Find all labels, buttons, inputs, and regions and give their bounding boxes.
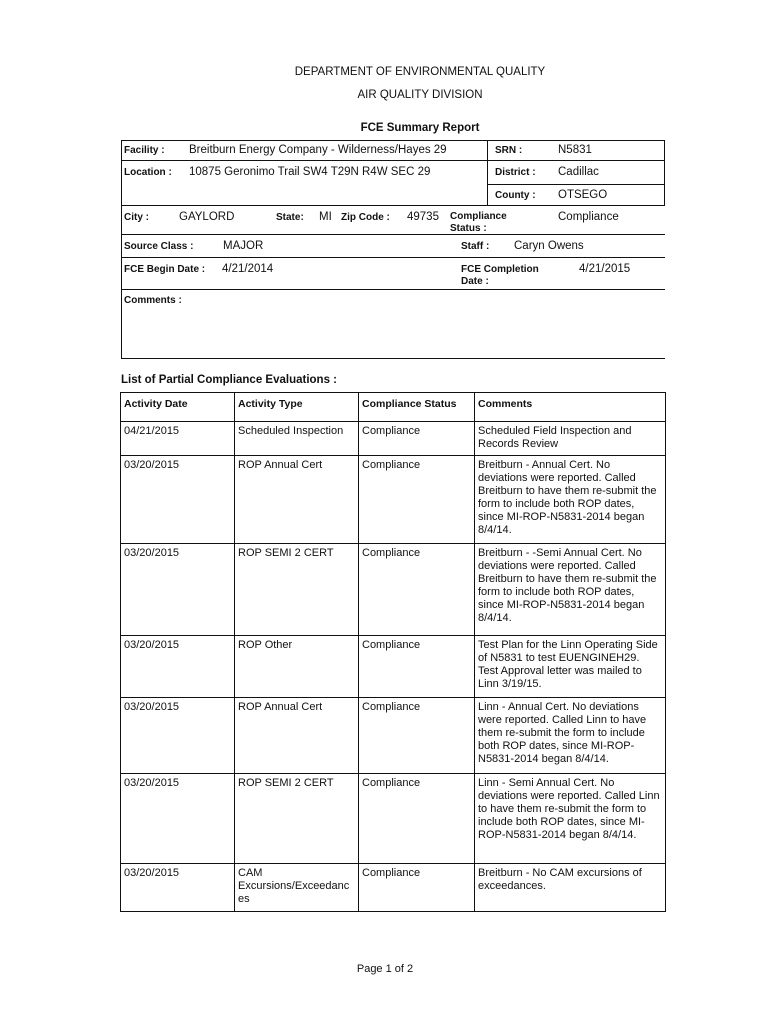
fce-summary-box bbox=[121, 140, 665, 360]
fce-begin-value: 4/21/2014 bbox=[222, 263, 274, 275]
department-heading: DEPARTMENT OF ENVIRONMENTAL QUALITY bbox=[294, 66, 546, 78]
comments-label: Comments : bbox=[124, 295, 182, 306]
zip-value: 49735 bbox=[407, 211, 439, 223]
comments-cell: Linn - Semi Annual Cert. No deviations were reported. Called Linn to have them re-submit the form to include both ROP dates, since MI-ROP-N5831-2014 began 8/4/14. bbox=[475, 774, 666, 864]
fce-completion-label: FCE Completion bbox=[461, 264, 539, 275]
compliance-status-label-2: Status : bbox=[450, 223, 487, 234]
activity-date-cell: 03/20/2015 bbox=[121, 544, 235, 636]
compliance-status-cell: Compliance bbox=[359, 774, 475, 864]
district-value: Cadillac bbox=[558, 166, 599, 178]
column-header-activity-type: Activity Type bbox=[235, 393, 359, 422]
column-header-comments: Comments bbox=[475, 393, 666, 422]
comments-cell: Breitburn - Annual Cert. No deviations were reported. Called Breitburn to have them re-submit the form to include both ROP dates, since MI-ROP-N5831-2014 began 8/4/14. bbox=[475, 456, 666, 544]
fce-completion-value: 4/21/2015 bbox=[579, 263, 631, 275]
summary-border-left bbox=[121, 140, 122, 359]
table-row bbox=[121, 456, 666, 544]
city-value: GAYLORD bbox=[179, 211, 235, 223]
comments-cell: Breitburn - -Semi Annual Cert. No deviations were reported. Called Breitburn to have them re-submit the form to include both ROP dates, since MI-ROP-N5831-2014 began 8/4/14. bbox=[475, 544, 666, 636]
state-value: MI bbox=[319, 211, 332, 223]
summary-border-top bbox=[121, 140, 665, 141]
fce-begin-label: FCE Begin Date : bbox=[124, 264, 206, 275]
activity-date-cell: 03/20/2015 bbox=[121, 698, 235, 774]
compliance-status-cell: Compliance bbox=[359, 456, 475, 544]
comments-cell: Test Plan for the Linn Operating Side of N5831 to test EUENGINEH29. Test Approval letter was mailed to Linn 3/19/15. bbox=[475, 636, 666, 698]
zip-label: Zip Code : bbox=[341, 212, 390, 223]
summary-divider bbox=[487, 184, 665, 185]
table-row bbox=[121, 544, 666, 636]
page-number: Page 1 of 2 bbox=[356, 963, 414, 975]
partial-evaluations-table bbox=[120, 392, 666, 912]
comments-cell: Breitburn - No CAM excursions of exceedances. bbox=[475, 864, 666, 912]
compliance-status-cell: Compliance bbox=[359, 698, 475, 774]
activity-date-cell: 03/20/2015 bbox=[121, 864, 235, 912]
summary-border-right bbox=[664, 140, 665, 206]
activity-type-cell: CAM Excursions/Exceedances bbox=[235, 864, 359, 912]
comments-cell: Linn - Annual Cert. No deviations were reported. Called Linn to have them re-submit the form to include both ROP dates, since MI-ROP-N5831-2014 began 8/4/14. bbox=[475, 698, 666, 774]
summary-divider bbox=[121, 160, 665, 161]
county-value: OTSEGO bbox=[558, 189, 608, 201]
location-value: 10875 Geronimo Trail SW4 T29N R4W SEC 29 bbox=[189, 166, 431, 178]
compliance-status-label: Compliance bbox=[450, 211, 507, 222]
table-header-row bbox=[121, 393, 666, 422]
activity-date-cell: 04/21/2015 bbox=[121, 422, 235, 456]
partial-evaluations-title: List of Partial Compliance Evaluations : bbox=[121, 374, 337, 386]
fce-completion-label-2: Date : bbox=[461, 276, 489, 287]
compliance-status-cell: Compliance bbox=[359, 544, 475, 636]
source-class-value: MAJOR bbox=[223, 240, 264, 252]
facility-value: Breitburn Energy Company - Wilderness/Hayes 29 bbox=[189, 144, 447, 156]
activity-date-cell: 03/20/2015 bbox=[121, 774, 235, 864]
table-row bbox=[121, 864, 666, 912]
activity-type-cell: ROP Annual Cert bbox=[235, 698, 359, 774]
summary-divider bbox=[121, 257, 665, 258]
compliance-status-cell: Compliance bbox=[359, 864, 475, 912]
summary-border-bottom bbox=[121, 358, 665, 359]
activity-type-cell: ROP Other bbox=[235, 636, 359, 698]
comments-cell: Scheduled Field Inspection and Records Review bbox=[475, 422, 666, 456]
column-header-compliance-status: Compliance Status bbox=[359, 393, 475, 422]
summary-divider bbox=[121, 205, 665, 206]
report-title: FCE Summary Report bbox=[360, 122, 480, 134]
table-row bbox=[121, 698, 666, 774]
table-row bbox=[121, 636, 666, 698]
activity-type-cell: ROP SEMI 2 CERT bbox=[235, 544, 359, 636]
facility-label: Facility : bbox=[124, 145, 165, 156]
activity-type-cell: ROP Annual Cert bbox=[235, 456, 359, 544]
activity-type-cell: Scheduled Inspection bbox=[235, 422, 359, 456]
srn-value: N5831 bbox=[558, 144, 592, 156]
compliance-status-value: Compliance bbox=[558, 211, 619, 223]
activity-type-cell: ROP SEMI 2 CERT bbox=[235, 774, 359, 864]
table-row bbox=[121, 422, 666, 456]
table-row bbox=[121, 774, 666, 864]
staff-value: Caryn Owens bbox=[514, 240, 584, 252]
state-label: State: bbox=[276, 212, 304, 223]
summary-divider bbox=[121, 234, 665, 235]
staff-label: Staff : bbox=[461, 241, 490, 252]
activity-date-cell: 03/20/2015 bbox=[121, 456, 235, 544]
county-label: County : bbox=[495, 190, 536, 201]
compliance-status-cell: Compliance bbox=[359, 636, 475, 698]
location-label: Location : bbox=[124, 167, 172, 178]
column-header-activity-date: Activity Date bbox=[121, 393, 235, 422]
summary-divider bbox=[487, 140, 488, 206]
division-heading: AIR QUALITY DIVISION bbox=[357, 89, 483, 101]
compliance-status-cell: Compliance bbox=[359, 422, 475, 456]
summary-divider bbox=[121, 289, 665, 290]
district-label: District : bbox=[495, 167, 536, 178]
srn-label: SRN : bbox=[495, 145, 523, 156]
source-class-label: Source Class : bbox=[124, 241, 194, 252]
city-label: City : bbox=[124, 212, 149, 223]
activity-date-cell: 03/20/2015 bbox=[121, 636, 235, 698]
